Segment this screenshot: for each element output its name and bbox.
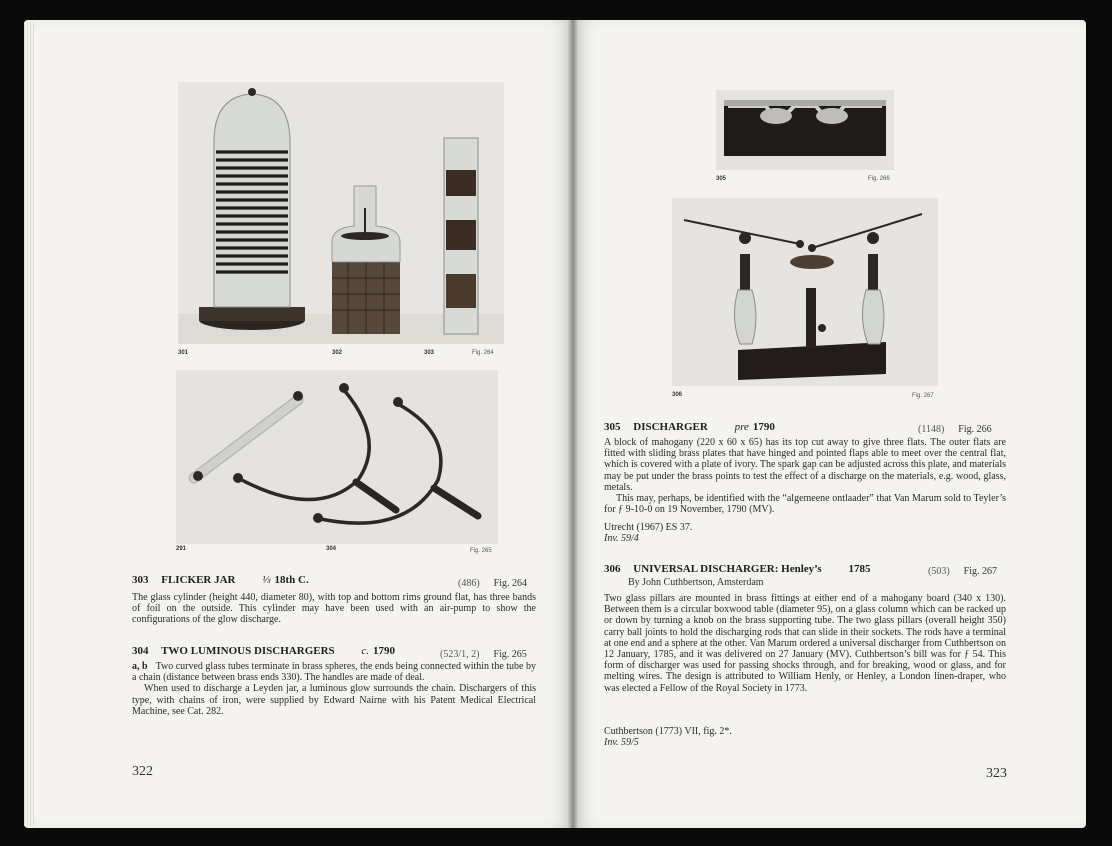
entry-306-date-value: 1785: [848, 563, 871, 575]
figure-264-caption: Fig. 264: [472, 350, 494, 356]
entry-304-sublabel: a, b: [132, 661, 148, 672]
entry-306-number: 306: [604, 563, 621, 575]
entry-303-body: [132, 592, 536, 626]
entry-305-title: DISCHARGER: [633, 421, 708, 433]
figure-267-caption: Fig. 267: [912, 393, 934, 399]
entry-304-date: [361, 645, 395, 657]
figure-267-label-306: 306: [672, 392, 683, 398]
entry-305-number: 305: [604, 421, 621, 433]
figure-264-label-303: 303: [424, 350, 435, 356]
entry-305-paragraph-1: A block of mahogany (220 x 60 x 65) has its top cut away to give three flats. The outer flats are fitted with sliding brass plates that have hinged and pointed flaps able to meet over the central flat, which is covered with a plate of ivory. The spark gap can be adjusted across this plate, and materials may be put under the brass points to test the effect of a discharge on the materials, e.g. wood, glass, metals.: [604, 437, 1006, 493]
entry-306-maker: By John Cuthbertson, Amsterdam: [628, 577, 764, 588]
figure-267-photo: [672, 198, 938, 386]
entry-303-date: [262, 574, 308, 586]
entry-305-paragraph-2: This may, perhaps, be identified with the “algemeene ontlaader” that Van Marum sold to Teyler’s for ƒ 9-10-0 on 19 November, 1790 (MV).: [604, 493, 1006, 516]
entry-306-paragraph: Two glass pillars are mounted in brass fittings at either end of a mahogany board (340 x 130). Between them is a circular boxwood table (diameter 95), on a glass column which can be racked up or down by turning a knob on the brass supporting tube. The two glass pillars (overall height 350) carry ball joints to hold the discharging rods that can slide in their sockets. The rods have a terminal at one end and a sphere at the other. Van Marum ordered a universal discharger from Cuthbertson on 12 January, 1785, and it was delivered on 27 January (MV). Cuthbertson’s bill was for ƒ 54. This form of discharger was used for passing shocks through, and for breaking, wood or glass, and for melting wires. The design is attributed to William Henly, or Henley, a London linen-draper, who was elected a Fellow of the Royal Society in 1773.: [604, 593, 1006, 694]
entry-303-heading: [132, 574, 309, 586]
entry-305-reference-utrecht: Utrecht (1967) ES 37.: [604, 522, 693, 533]
figure-264-photo: [178, 82, 504, 344]
entry-304-heading: [132, 645, 395, 657]
figure-265-label-304: 304: [326, 546, 337, 552]
entry-303-inventory: (486): [458, 578, 480, 589]
entry-305-fig-ref: Fig. 266: [958, 424, 992, 435]
figure-265-photo: [176, 370, 498, 544]
entry-306-inventory-number: Inv. 59/5: [604, 737, 639, 749]
entry-304-body: [132, 661, 536, 717]
discharger-block-illustration: [716, 90, 894, 170]
entry-305-date-prefix: pre: [734, 421, 749, 433]
luminous-dischargers-illustration: [176, 370, 498, 544]
figure-266-caption: Fig. 266: [868, 176, 890, 182]
entry-304-paragraph-2: When used to discharge a Leyden jar, a luminous glow surrounds the chain. Dischargers of this type, with chains of iron, were supplied by Edward Nairne with his Patent Medical Electrical Machine, see Cat. 282.: [132, 683, 536, 717]
entry-303-paragraph: The glass cylinder (height 440, diameter 80), with top and bottom rims ground flat, has three bands of foil on the outside. This cylinder may have been used with an air-pump to show the configurations of the glow discharge.: [132, 592, 536, 626]
entry-304-date-prefix: c.: [361, 645, 370, 657]
entry-303-date-value: 18th C.: [274, 574, 309, 586]
figure-266-photo: [716, 90, 894, 170]
entry-304-paragraph-1-text: Two curved glass tubes terminate in brass spheres, the ends being connected within the tube by a chain (distance between brass ends 330). The handles are made of deal.: [132, 661, 537, 684]
entry-304-number: 304: [132, 645, 149, 657]
entry-306-reference: [928, 566, 997, 577]
entry-306-references: [604, 726, 1006, 748]
book-gutter: [568, 20, 578, 828]
entry-303-reference: [458, 578, 527, 589]
entry-303-fig-ref: Fig. 264: [493, 578, 528, 589]
left-page-number: 322: [132, 764, 153, 779]
entry-305-date: [735, 421, 775, 433]
entry-304-reference: [440, 649, 527, 660]
figure-265-caption: Fig. 265: [470, 548, 492, 554]
entry-306-reference-cuthbertson: Cuthbertson (1773) VII, fig. 2*.: [604, 726, 732, 737]
entry-305-heading: [604, 421, 775, 433]
entry-303-title: FLICKER JAR: [161, 574, 236, 586]
right-page-number: 323: [986, 766, 1007, 781]
entry-306-body: [604, 593, 1006, 694]
entry-304-title: TWO LUMINOUS DISCHARGERS: [161, 645, 335, 657]
flicker-jars-illustration: [178, 82, 504, 344]
figure-265-label-291: 291: [176, 546, 187, 552]
entry-304-inventory: (523/1, 2): [440, 649, 480, 660]
entry-305-body: [604, 437, 1006, 515]
universal-discharger-illustration: [672, 198, 938, 386]
entry-304-date-value: 1790: [373, 645, 396, 657]
entry-305-reference: [918, 424, 992, 435]
entry-306-fig-ref: Fig. 267: [963, 566, 998, 577]
entry-306-title: UNIVERSAL DISCHARGER: Henley’s: [633, 563, 822, 575]
page-edges: [24, 22, 34, 826]
entry-304-fig-ref: Fig. 265: [493, 649, 527, 660]
entry-306-date: [848, 563, 870, 575]
entry-305-references: [604, 522, 1006, 544]
entry-305-inventory: (1148): [918, 424, 945, 435]
entry-305-date-value: 1790: [752, 421, 775, 433]
figure-264-label-302: 302: [332, 350, 343, 356]
entry-306-inventory: (503): [928, 566, 950, 577]
entry-306-heading: [604, 563, 870, 575]
figure-266-label-305: 305: [716, 176, 727, 182]
figure-264-label-301: 301: [178, 350, 189, 356]
entry-304-paragraph-1: [132, 661, 536, 683]
entry-303-date-prefix: ⅓: [262, 574, 271, 586]
entry-305-inventory-number: Inv. 59/4: [604, 533, 639, 545]
entry-303-number: 303: [132, 574, 149, 586]
